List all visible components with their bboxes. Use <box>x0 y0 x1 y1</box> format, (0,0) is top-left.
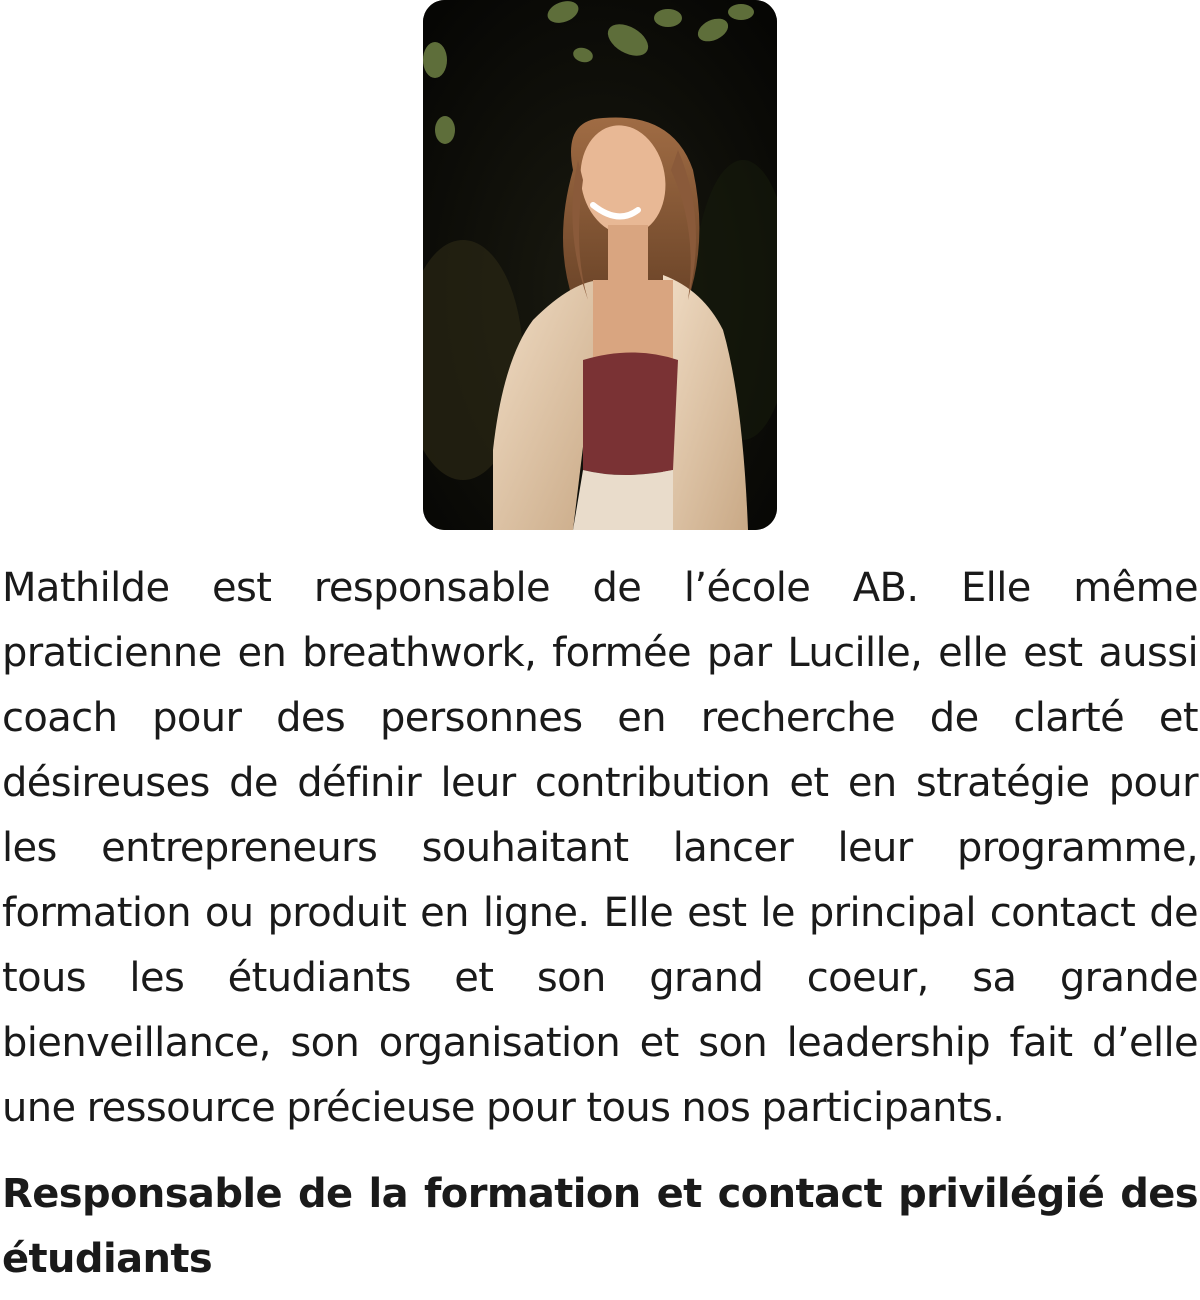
bio-paragraph: Mathilde est responsable de l’école AB. Elle même praticienne en breathwork, formée par Lucille, elle est aussi coach pour des personnes en recherche de clarté et désireuses de définir leur contribution et en stratégie pour les entrepreneurs souhaitant lancer leur programme, formation ou produit en ligne. Elle est le principal contact de tous les étudiants et son grand coeur, sa grande bienveillance, son organisation et son leadership fait d’elle une ressource précieuse pour tous nos participants. <box>2 565 1198 1131</box>
role-title: Responsable de la formation et contact privilégié des étudiants <box>2 1171 1198 1282</box>
portrait-photo <box>423 0 777 530</box>
portrait-image <box>423 0 777 530</box>
